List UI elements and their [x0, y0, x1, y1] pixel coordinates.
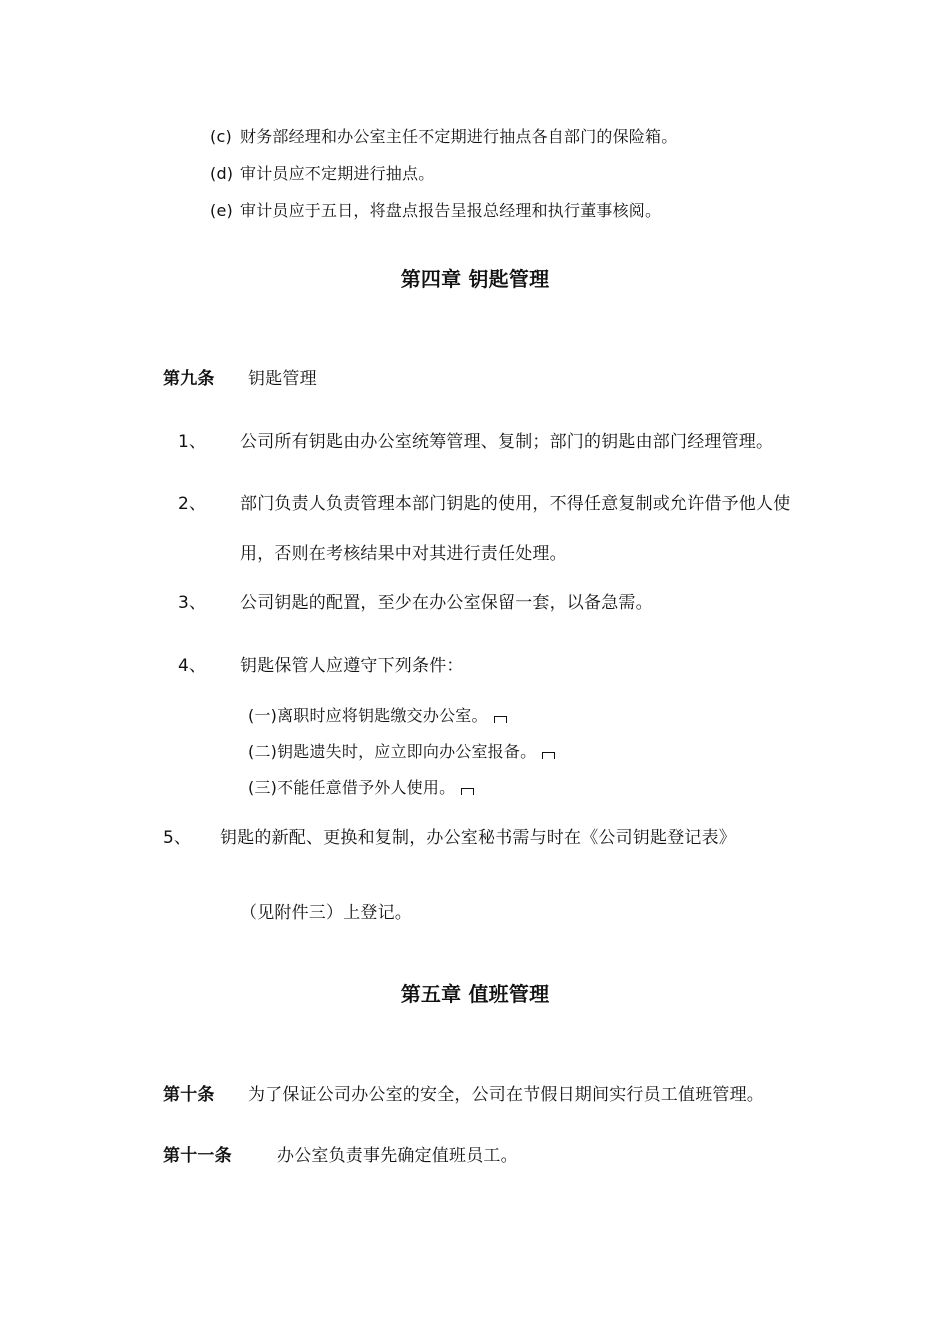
paragraph-mark-icon — [461, 788, 474, 795]
item-number: 1、 — [178, 432, 207, 452]
item-text: 公司所有钥匙由办公室统筹管理、复制；部门的钥匙由部门经理管理。 — [240, 432, 774, 452]
article-label: 第十条 — [163, 1085, 215, 1105]
article-text: 为了保证公司办公室的安全，公司在节假日期间实行员工值班管理。 — [248, 1085, 764, 1105]
item-text: 钥匙保管人应遵守下列条件： — [240, 656, 464, 676]
item-text-continuation: 用，否则在考核结果中对其进行责任处理。 — [240, 544, 567, 564]
paragraph-mark-icon — [494, 716, 507, 723]
item-number: 4、 — [178, 656, 207, 676]
article-label: 第九条 — [163, 369, 215, 389]
condition-item — [248, 705, 507, 727]
article-text: 办公室负责事先确定值班员工。 — [277, 1146, 518, 1166]
list-item-label: (e) — [210, 201, 233, 220]
item-text-continuation: （见附件三）上登记。 — [240, 903, 412, 923]
list-item-label: (d) — [210, 164, 234, 183]
condition-text: (二)钥匙遗失时，应立即向办公室报备。 — [248, 742, 537, 761]
list-item-text: 审计员应于五日，将盘点报告呈报总经理和执行董事核阅。 — [240, 201, 662, 220]
item-number: 2、 — [178, 494, 207, 514]
list-item-label: (c) — [210, 127, 232, 146]
item-number: 3、 — [178, 593, 207, 613]
condition-item — [248, 741, 555, 763]
item-number: 5、 — [163, 828, 192, 848]
article-label: 第十一条 — [163, 1146, 232, 1166]
chapter-title: 第五章 值班管理 — [400, 982, 550, 1006]
condition-item — [248, 777, 474, 799]
article-title: 钥匙管理 — [248, 369, 317, 389]
condition-text: (三)不能任意借予外人使用。 — [248, 778, 456, 797]
item-text: 部门负责人负责管理本部门钥匙的使用，不得任意复制或允许借予他人使 — [240, 494, 791, 514]
list-item-text: 审计员应不定期进行抽点。 — [240, 164, 435, 183]
paragraph-mark-icon — [542, 752, 555, 759]
list-item-text: 财务部经理和办公室主任不定期进行抽点各自部门的保险箱。 — [240, 127, 678, 146]
item-text: 钥匙的新配、更换和复制，办公室秘书需与时在《公司钥匙登记表》 — [220, 828, 736, 848]
chapter-title: 第四章 钥匙管理 — [400, 267, 550, 291]
item-text: 公司钥匙的配置，至少在办公室保留一套，以备急需。 — [240, 593, 653, 613]
condition-text: (一)离职时应将钥匙缴交办公室。 — [248, 706, 488, 725]
